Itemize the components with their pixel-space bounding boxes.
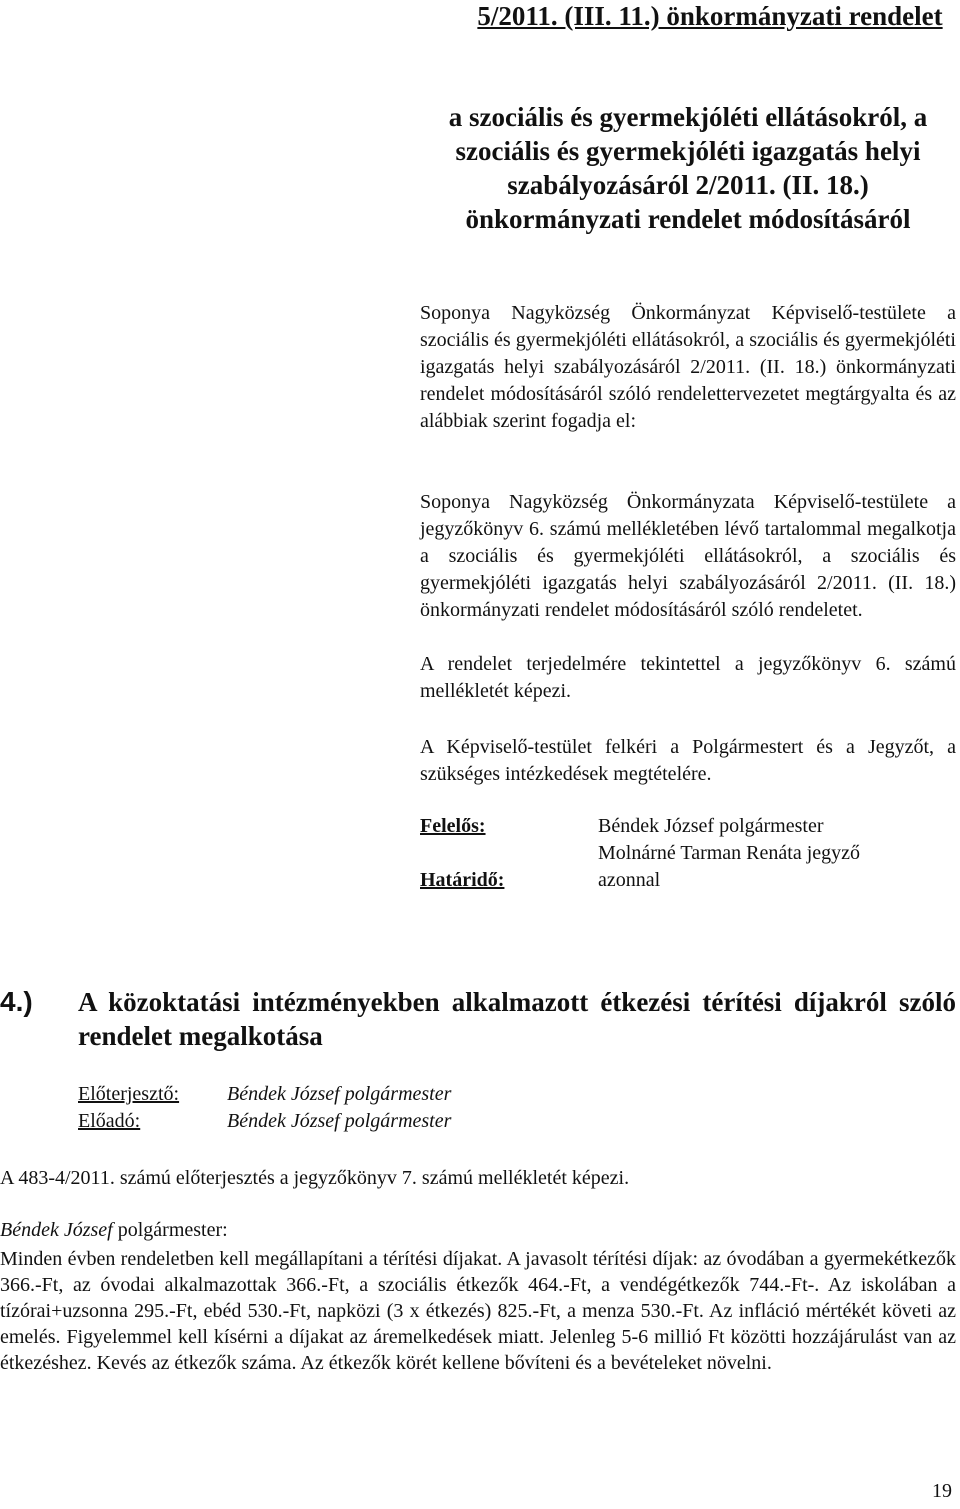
resolution-paragraph-request: A Képviselő-testület felkéri a Polgármestert és a Jegyzőt, a szükséges intézkedések megtételére. [420,736,956,785]
deadline-value: azonnal [598,869,661,891]
responsible-notary: Molnárné Tarman Renáta jegyző [598,842,861,864]
resolution-paragraph-decision: Soponya Nagyközség Önkormányzata Képviselő-testülete a jegyzőkönyv 6. számú mellékletében lévő tartalommal megalkotja a szociális és gyermekjóléti ellátásokról, a szociális és gyermekjóléti igazgatás helyi szabályozásáról 2/2011. (II. 18.) önkormányzati rendelet módosításáról szóló rendeletet. [420,491,956,621]
resolution-paragraph-intro: Soponya Nagyközség Önkormányzat Képviselő-testülete a szociális és gyermekjóléti ellátásokról, a szociális és gyermekjóléti igazgatás helyi szabályozásáról 2/2011. (II. 18.) önkormányzati rendelet módosításáról szóló rendelettervezetet megtárgyalta és az alábbiak szerint fogadja el: [420,302,956,432]
speaker-speech: Minden évben rendeletben kell megállapítani a térítési díjakat. A javasolt térítési díjak: az óvodában a gyermekétkezők 366.-Ft, az óvodai alkalmazottak 366.-Ft, a szociális étkezők 464.-Ft, a vendégétkezők 744.-Ft-. Az iskolában a tízórai+uzsonna 295.-Ft, ebéd 530.-Ft, napközi (3 x étkezés) 825.-Ft, a menza 530.-Ft. Az infláció mértékét követi az emelés. Figyelemmel kell kísérni a díjakat az áremelkedések miatt. Jelenleg 5-6 millió Ft közötti hozzájárulást van az étkezéshez. Kevés az étkezők száma. Az étkezők körét kellene bővíteni és a bevételeket növelni. [0,1248,956,1374]
page-number: 19 [932,1480,952,1502]
document-subtitle: a szociális és gyermekjóléti ellátásokról, a szociális és gyermekjóléti igazgatás helyi szabályozásáról 2/2011. (II. 18.) önkormányzati rendelet módosításáról [448,102,928,234]
presenter-value: Béndek József polgármester [227,1110,452,1132]
proposer-value: Béndek József polgármester [227,1083,452,1105]
presenter-row [78,1108,451,1135]
presenters-block [78,1081,451,1135]
proposer-label: Előterjesztő: [78,1083,180,1105]
proposal-note: A 483-4/2011. számú előterjesztés a jegyzőkönyv 7. számú mellékletét képezi. [0,1167,630,1189]
speaker-line [0,1217,956,1243]
speaker-role: polgármester: [112,1219,228,1241]
speaker-name: Béndek József [0,1219,113,1241]
document-title: 5/2011. (III. 11.) önkormányzati rendelet [477,1,943,31]
agenda-item-title: A közoktatási intézményekben alkalmazott étkezési térítési díjakról szóló rendelet megalkotása [78,987,956,1051]
responsible-row-2 [420,840,860,867]
responsible-label: Felelős: [420,815,486,837]
agenda-item-number: 4.) [0,986,33,1017]
responsible-mayor: Béndek József polgármester [598,815,824,837]
deadline-label: Határidő: [420,869,505,891]
responsible-row [420,813,860,840]
resolution-paragraph-annex: A rendelet terjedelmére tekintettel a jegyzőkönyv 6. számú mellékletét képezi. [420,653,956,702]
responsibility-table [420,813,860,894]
deadline-row [420,867,860,894]
proposer-row [78,1081,451,1108]
presenter-label: Előadó: [78,1110,141,1132]
